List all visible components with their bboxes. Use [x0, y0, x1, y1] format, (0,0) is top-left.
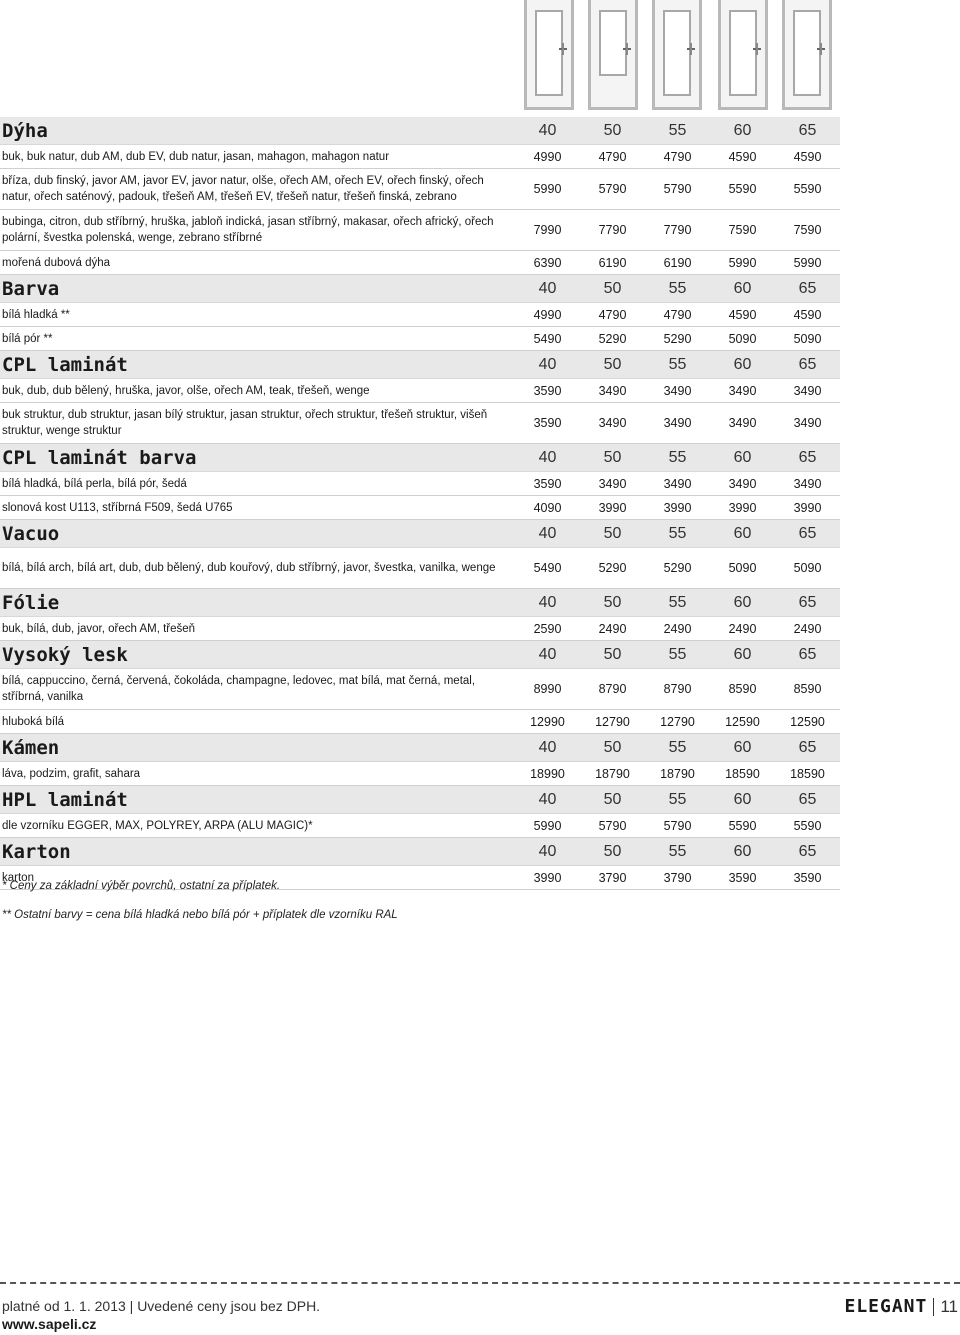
- size-label: 40: [538, 790, 557, 808]
- size-label: 50: [603, 738, 622, 756]
- price-cell: 4590: [728, 149, 757, 164]
- price-cell: 5790: [598, 818, 627, 833]
- page-number: 11: [940, 1296, 958, 1316]
- price-cell: 3590: [793, 870, 822, 885]
- price-cell: 8590: [728, 682, 757, 696]
- price-cell: 5090: [728, 561, 757, 575]
- price-cell: 3990: [598, 500, 627, 515]
- table-row: [0, 379, 840, 403]
- table-row: [0, 169, 840, 210]
- brand-name: ELEGANT: [844, 1296, 928, 1317]
- size-label: 60: [733, 279, 752, 297]
- footer-divider: [0, 1282, 960, 1284]
- price-cell: 5990: [533, 818, 562, 833]
- size-label: 40: [538, 121, 557, 139]
- row-description: karton: [2, 871, 34, 884]
- size-label: 50: [603, 279, 622, 297]
- validity-text: platné od 1. 1. 2013 | Uvedené ceny jsou bez DPH.: [2, 1298, 321, 1314]
- price-cell: 12790: [595, 714, 630, 729]
- size-label: 55: [668, 355, 687, 373]
- size-label: 65: [798, 842, 817, 860]
- size-label: 60: [733, 448, 752, 466]
- row-description: hluboká bílá: [2, 715, 65, 728]
- price-cell: 5290: [598, 561, 627, 575]
- price-cell: 3490: [793, 476, 822, 491]
- size-label: 60: [733, 790, 752, 808]
- section-title: Vacuo: [2, 522, 60, 545]
- door-illustrations: [524, 0, 844, 112]
- door-icon: [524, 0, 574, 110]
- price-cell: 8590: [793, 682, 822, 696]
- size-label: 40: [538, 524, 557, 542]
- section-header: [0, 520, 840, 548]
- price-cell: 3490: [793, 416, 822, 430]
- price-cell: 3490: [663, 476, 692, 491]
- price-cell: 4790: [663, 149, 692, 164]
- table-row: [0, 145, 840, 169]
- size-label: 50: [603, 842, 622, 860]
- size-label: 65: [798, 738, 817, 756]
- price-cell: 5090: [793, 561, 822, 575]
- table-row: [0, 710, 840, 734]
- size-label: 55: [668, 842, 687, 860]
- size-label: 40: [538, 842, 557, 860]
- price-cell: 4590: [793, 149, 822, 164]
- section-header: [0, 734, 840, 762]
- row-description: bílá pór **: [2, 332, 53, 345]
- row-description: bílá hladká **: [2, 308, 70, 321]
- row-description: slonová kost U113, stříbrná F509, šedá U765: [2, 501, 233, 514]
- price-cell: 4990: [533, 149, 562, 164]
- price-cell: 3490: [663, 383, 692, 398]
- price-cell: 4790: [598, 307, 627, 322]
- price-cell: 5090: [793, 331, 822, 346]
- price-cell: 6190: [663, 255, 692, 270]
- price-cell: 12990: [530, 714, 565, 729]
- price-cell: 7790: [598, 223, 627, 237]
- price-cell: 12790: [660, 714, 695, 729]
- size-label: 60: [733, 738, 752, 756]
- price-cell: 3590: [533, 476, 562, 491]
- price-cell: 5790: [663, 182, 692, 196]
- door-icon: [782, 0, 832, 110]
- section-header: [0, 117, 840, 145]
- footnote: ** Ostatní barvy = cena bílá hladká nebo bílá pór + příplatek dle vzorníku RAL: [2, 909, 398, 921]
- section-title: Karton: [2, 840, 71, 863]
- size-label: 50: [603, 645, 622, 663]
- section-header: [0, 444, 840, 472]
- price-cell: 18790: [660, 766, 695, 781]
- price-cell: 7990: [533, 223, 562, 237]
- door-icon: [588, 0, 638, 110]
- size-label: 55: [668, 448, 687, 466]
- table-row: [0, 617, 840, 641]
- price-cell: 8990: [533, 682, 562, 696]
- price-cell: 5790: [598, 182, 627, 196]
- price-cell: 3590: [533, 383, 562, 398]
- size-label: 60: [733, 593, 752, 611]
- footer-right: [844, 1296, 958, 1317]
- section-title: CPL laminát barva: [2, 446, 197, 469]
- size-label: 55: [668, 524, 687, 542]
- price-cell: 5490: [533, 331, 562, 346]
- size-label: 50: [603, 524, 622, 542]
- price-cell: 3590: [728, 870, 757, 885]
- price-cell: 5490: [533, 561, 562, 575]
- price-cell: 2590: [533, 621, 562, 636]
- price-cell: 2490: [663, 621, 692, 636]
- row-description: buk, bílá, dub, javor, ořech AM, třešeň: [2, 622, 196, 635]
- size-label: 55: [668, 738, 687, 756]
- price-cell: 5990: [533, 182, 562, 196]
- section-header: [0, 641, 840, 669]
- price-cell: 4590: [728, 307, 757, 322]
- price-cell: 12590: [725, 714, 760, 729]
- size-label: 55: [668, 279, 687, 297]
- price-cell: 3590: [533, 416, 562, 430]
- size-label: 60: [733, 355, 752, 373]
- table-row: [0, 303, 840, 327]
- table-row: [0, 548, 840, 589]
- size-label: 65: [798, 645, 817, 663]
- size-label: 40: [538, 738, 557, 756]
- price-cell: 8790: [598, 682, 627, 696]
- price-cell: 5590: [793, 182, 822, 196]
- price-cell: 3990: [533, 870, 562, 885]
- section-header: [0, 275, 840, 303]
- door-icon: [652, 0, 702, 110]
- price-cell: 4790: [663, 307, 692, 322]
- price-cell: 3990: [728, 500, 757, 515]
- section-header: [0, 838, 840, 866]
- size-label: 65: [798, 790, 817, 808]
- price-cell: 2490: [728, 621, 757, 636]
- size-label: 60: [733, 121, 752, 139]
- price-table: [0, 117, 840, 890]
- price-cell: 3490: [663, 416, 692, 430]
- price-cell: 12590: [790, 714, 825, 729]
- website-link[interactable]: www.sapeli.cz: [2, 1316, 97, 1332]
- size-label: 65: [798, 121, 817, 139]
- price-cell: 3490: [793, 383, 822, 398]
- price-cell: 6390: [533, 255, 562, 270]
- section-header: [0, 589, 840, 617]
- size-label: 50: [603, 790, 622, 808]
- section-title: Barva: [2, 277, 60, 300]
- price-cell: 18790: [595, 766, 630, 781]
- table-row: [0, 669, 840, 710]
- price-cell: 3790: [663, 870, 692, 885]
- price-cell: 3490: [598, 476, 627, 491]
- price-cell: 3490: [728, 416, 757, 430]
- row-description: bílá, bílá arch, bílá art, dub, dub bělený, dub kouřový, dub stříbrný, javor, švestka, vanilka, wenge: [2, 562, 496, 574]
- section-title: Vysoký lesk: [2, 643, 128, 666]
- price-cell: 5790: [663, 818, 692, 833]
- size-label: 60: [733, 524, 752, 542]
- row-description: buk, buk natur, dub AM, dub EV, dub natur, jasan, mahagon, mahagon natur: [2, 150, 390, 163]
- price-cell: 3490: [728, 476, 757, 491]
- size-label: 60: [733, 645, 752, 663]
- size-label: 60: [733, 842, 752, 860]
- section-header: [0, 786, 840, 814]
- size-label: 55: [668, 790, 687, 808]
- size-label: 65: [798, 524, 817, 542]
- price-cell: 8790: [663, 682, 692, 696]
- footer-left: [2, 1298, 320, 1332]
- price-cell: 5590: [728, 182, 757, 196]
- table-row: [0, 403, 840, 444]
- size-label: 50: [603, 593, 622, 611]
- section-title: HPL laminát: [2, 788, 128, 811]
- table-row: [0, 762, 840, 786]
- size-label: 55: [668, 593, 687, 611]
- size-label: 50: [603, 448, 622, 466]
- price-cell: 4790: [598, 149, 627, 164]
- price-cell: 3490: [598, 416, 627, 430]
- divider: [933, 1298, 934, 1316]
- size-label: 40: [538, 279, 557, 297]
- price-cell: 4590: [793, 307, 822, 322]
- size-label: 50: [603, 355, 622, 373]
- table-row: [0, 472, 840, 496]
- section-title: Kámen: [2, 736, 60, 759]
- table-row: [0, 251, 840, 275]
- section-header: [0, 351, 840, 379]
- price-cell: 6190: [598, 255, 627, 270]
- size-label: 55: [668, 121, 687, 139]
- price-cell: 18990: [530, 766, 565, 781]
- size-label: 65: [798, 279, 817, 297]
- size-label: 40: [538, 645, 557, 663]
- section-title: CPL laminát: [2, 353, 128, 376]
- price-cell: 3490: [728, 383, 757, 398]
- size-label: 40: [538, 448, 557, 466]
- price-cell: 5290: [663, 331, 692, 346]
- price-cell: 3490: [598, 383, 627, 398]
- row-description: dle vzorníku EGGER, MAX, POLYREY, ARPA (ALU MAGIC)*: [2, 819, 313, 832]
- size-label: 65: [798, 355, 817, 373]
- size-label: 40: [538, 593, 557, 611]
- size-label: 65: [798, 593, 817, 611]
- price-cell: 2490: [598, 621, 627, 636]
- price-cell: 3990: [793, 500, 822, 515]
- row-description: mořená dubová dýha: [2, 256, 111, 269]
- size-label: 50: [603, 121, 622, 139]
- row-description: láva, podzim, grafit, sahara: [2, 767, 141, 780]
- price-cell: 5090: [728, 331, 757, 346]
- section-title: Dýha: [2, 119, 48, 142]
- row-description: bříza, dub finský, javor AM, javor EV, javor natur, olše, ořech AM, ořech EV, ořech finský, ořech natur, ořech saténový, padouk, třešeň AM, třešeň EV, třešeň natur, třešeň finská, zebrano: [2, 175, 484, 203]
- door-icon: [718, 0, 768, 110]
- size-label: 55: [668, 645, 687, 663]
- price-cell: 5590: [793, 818, 822, 833]
- footnote: * Ceny za základní výběr povrchů, ostatní za příplatek.: [2, 880, 281, 892]
- price-cell: 4990: [533, 307, 562, 322]
- size-label: 65: [798, 448, 817, 466]
- price-cell: 2490: [793, 621, 822, 636]
- row-description: buk, dub, dub bělený, hruška, javor, olše, ořech AM, teak, třešeň, wenge: [2, 384, 370, 397]
- price-cell: 4090: [533, 500, 562, 515]
- price-cell: 5590: [728, 818, 757, 833]
- price-cell: 18590: [790, 766, 825, 781]
- row-description: bílá, cappuccino, černá, červená, čokoláda, champagne, ledovec, mat bílá, mat černá, metal, stříbrná, vanilka: [2, 675, 476, 703]
- row-description: buk struktur, dub struktur, jasan bílý struktur, jasan struktur, ořech struktur, třešeň struktur, višeň struktur, wenge struktur: [2, 409, 488, 437]
- price-cell: 5990: [728, 255, 757, 270]
- price-cell: 7590: [728, 223, 757, 237]
- table-row: [0, 496, 840, 520]
- row-description: bubinga, citron, dub stříbrný, hruška, jabloň indická, jasan stříbrný, makasar, ořech africký, ořech polární, švestka polenská, wenge, zebrano stříbrné: [2, 216, 494, 244]
- price-cell: 3990: [663, 500, 692, 515]
- price-cell: 7590: [793, 223, 822, 237]
- price-cell: 7790: [663, 223, 692, 237]
- table-row: [0, 327, 840, 351]
- table-row: [0, 814, 840, 838]
- price-cell: 5290: [598, 331, 627, 346]
- price-cell: 18590: [725, 766, 760, 781]
- table-row: [0, 210, 840, 251]
- row-description: bílá hladká, bílá perla, bílá pór, šedá: [2, 477, 187, 490]
- price-cell: 3790: [598, 870, 627, 885]
- section-title: Fólie: [2, 591, 60, 614]
- price-cell: 5290: [663, 561, 692, 575]
- size-label: 40: [538, 355, 557, 373]
- price-cell: 5990: [793, 255, 822, 270]
- footnotes: [2, 880, 398, 938]
